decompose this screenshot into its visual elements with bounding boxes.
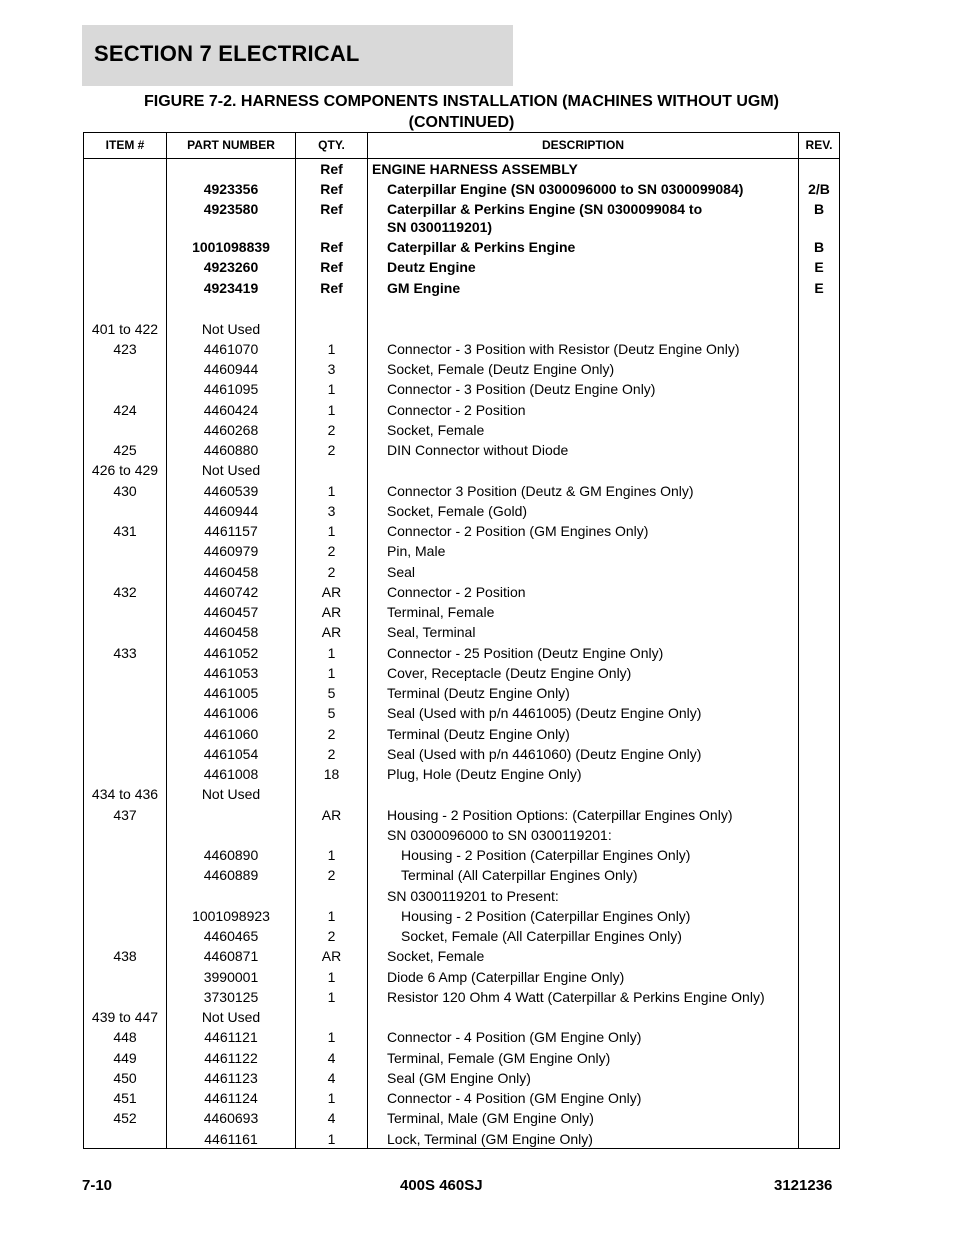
table-row bbox=[84, 724, 839, 744]
part-number-cell: 4461070 bbox=[203, 340, 259, 357]
qty-cell: 1 bbox=[327, 523, 336, 539]
description-cell: Caterpillar & Perkins Engine bbox=[387, 239, 576, 255]
table-row bbox=[84, 179, 839, 199]
part-number-cell: 4460880 bbox=[203, 442, 259, 458]
description-cell: Connector - 2 Position (GM Engines Only) bbox=[387, 523, 649, 539]
qty-cell: AR bbox=[321, 948, 342, 965]
description-cell: Socket, Female (All Caterpillar Engines Only) bbox=[401, 928, 682, 944]
table-row bbox=[84, 562, 839, 582]
item-cell: 426 to 429 bbox=[91, 462, 159, 479]
qty-cell: 2 bbox=[327, 563, 336, 580]
qty-cell: Ref bbox=[320, 161, 343, 177]
table-row bbox=[84, 541, 839, 561]
qty-cell: 1 bbox=[327, 847, 336, 863]
description-cell: GM Engine bbox=[387, 279, 461, 296]
description-cell: Terminal (Deutz Engine Only) bbox=[387, 725, 570, 742]
qty-cell: AR bbox=[321, 806, 342, 823]
part-number-cell: Not Used bbox=[201, 786, 261, 803]
qty-cell: 2 bbox=[327, 442, 336, 458]
part-number-cell: 4460465 bbox=[203, 928, 259, 944]
item-cell: 434 to 436 bbox=[91, 786, 159, 803]
part-number-cell: 4461052 bbox=[203, 644, 259, 661]
description-cell: Seal (Used with p/n 4461005) (Deutz Engine Only) bbox=[387, 705, 702, 722]
figure-title-line1: FIGURE 7-2. HARNESS COMPONENTS INSTALLATION (MACHINES WITHOUT UGM) bbox=[144, 93, 779, 110]
part-number-cell: 1001098839 bbox=[192, 239, 270, 255]
part-number-cell: 4461095 bbox=[203, 381, 259, 398]
table-row bbox=[84, 237, 839, 257]
section-title: SECTION 7 ELECTRICAL bbox=[94, 41, 360, 66]
description-cell: Caterpillar & Perkins Engine (SN 0300099084 to bbox=[387, 201, 703, 217]
table-row bbox=[84, 784, 839, 804]
rev-cell: B bbox=[813, 239, 825, 255]
table-row bbox=[84, 926, 839, 946]
qty-cell: 1 bbox=[327, 968, 336, 985]
part-number-cell: 4460424 bbox=[203, 401, 259, 418]
part-number-cell: Not Used bbox=[201, 1009, 261, 1025]
table-row bbox=[84, 703, 839, 723]
description-cell: Socket, Female bbox=[387, 421, 485, 438]
description-cell: Pin, Male bbox=[387, 543, 446, 560]
item-cell: 439 to 447 bbox=[91, 1009, 159, 1025]
qty-cell: 2 bbox=[327, 867, 336, 884]
part-number-cell: 4460458 bbox=[203, 624, 259, 641]
table-row bbox=[84, 1068, 839, 1088]
qty-cell: 1 bbox=[327, 988, 336, 1005]
description-cell: Connector - 3 Position (Deutz Engine Only) bbox=[387, 381, 656, 398]
qty-cell: 2 bbox=[327, 745, 336, 762]
table-row bbox=[84, 521, 839, 541]
table-row bbox=[84, 683, 839, 703]
description-cell: Terminal (Deutz Engine Only) bbox=[387, 685, 570, 701]
part-number-cell: 4460693 bbox=[203, 1110, 259, 1127]
qty-cell: Ref bbox=[320, 181, 343, 197]
part-number-cell: 4460944 bbox=[203, 502, 259, 519]
table-row bbox=[84, 440, 839, 460]
description-cell: Terminal, Female bbox=[387, 604, 495, 620]
qty-cell: 2 bbox=[327, 421, 336, 438]
item-cell: 430 bbox=[113, 482, 137, 499]
item-cell: 450 bbox=[113, 1069, 137, 1086]
description-cell: Plug, Hole (Deutz Engine Only) bbox=[387, 766, 582, 782]
column-header-qty: QTY. bbox=[318, 138, 345, 152]
qty-cell: 5 bbox=[327, 685, 336, 701]
column-header-part-number: PART NUMBER bbox=[187, 138, 275, 152]
part-number-cell: 4461054 bbox=[203, 745, 259, 762]
part-number-cell: 4461005 bbox=[203, 685, 259, 701]
part-number-cell: 4461123 bbox=[204, 1069, 258, 1086]
part-number-cell: 4461121 bbox=[204, 1029, 258, 1046]
qty-cell: AR bbox=[321, 624, 342, 641]
table-row bbox=[84, 481, 839, 501]
description-cell: Diode 6 Amp (Caterpillar Engine Only) bbox=[387, 968, 625, 985]
table-row bbox=[84, 501, 839, 521]
qty-cell: 1 bbox=[327, 1130, 336, 1147]
part-number-cell: 4460539 bbox=[203, 482, 259, 499]
column-header-item: ITEM # bbox=[105, 138, 145, 152]
qty-cell: 1 bbox=[327, 907, 336, 924]
table-row bbox=[84, 643, 839, 663]
rev-cell: E bbox=[814, 259, 824, 276]
table-row bbox=[84, 319, 839, 339]
item-cell: 451 bbox=[113, 1090, 137, 1106]
description-cell: Connector - 25 Position (Deutz Engine Only) bbox=[387, 644, 664, 661]
part-number-cell: Not Used bbox=[201, 462, 261, 479]
qty-cell: 1 bbox=[327, 1029, 336, 1046]
part-number-cell: 4461161 bbox=[204, 1130, 258, 1147]
description-cell: Connector - 4 Position (GM Engine Only) bbox=[387, 1029, 642, 1046]
item-cell: 425 bbox=[113, 442, 137, 458]
item-cell: 449 bbox=[113, 1049, 137, 1066]
part-number-cell: 4461157 bbox=[204, 523, 258, 539]
description-cell: Resistor 120 Ohm 4 Watt (Caterpillar & Perkins Engine Only) bbox=[387, 988, 765, 1005]
page-number: 7-10 bbox=[82, 1177, 113, 1194]
table-row bbox=[84, 1007, 839, 1027]
table-row bbox=[84, 1108, 839, 1128]
table-row bbox=[84, 159, 839, 179]
part-number-cell: 4460979 bbox=[203, 543, 259, 560]
qty-cell: 5 bbox=[327, 705, 336, 722]
rev-cell: E bbox=[814, 279, 824, 296]
part-number-cell: 4461122 bbox=[204, 1049, 258, 1066]
table-row bbox=[84, 1027, 839, 1047]
item-cell: 437 bbox=[113, 806, 137, 823]
table-row bbox=[84, 967, 839, 987]
part-number-cell: 4461006 bbox=[203, 705, 259, 722]
qty-cell: Ref bbox=[320, 279, 343, 296]
qty-cell: 1 bbox=[327, 664, 336, 681]
description-cell: Seal bbox=[387, 563, 416, 580]
table-row bbox=[84, 622, 839, 642]
qty-cell: 3 bbox=[327, 361, 336, 377]
qty-cell: 1 bbox=[327, 340, 336, 357]
figure-title bbox=[82, 91, 841, 133]
part-number-cell: 4460889 bbox=[203, 867, 259, 884]
table-row bbox=[84, 217, 839, 237]
qty-cell: 2 bbox=[327, 928, 336, 944]
qty-cell: 18 bbox=[323, 766, 340, 782]
description-cell: Lock, Terminal (GM Engine Only) bbox=[387, 1130, 593, 1147]
part-number-cell: 4460457 bbox=[203, 604, 259, 620]
qty-cell: AR bbox=[321, 604, 342, 620]
item-cell: 424 bbox=[113, 401, 137, 418]
table-row bbox=[84, 805, 839, 825]
part-number-cell: 4923419 bbox=[203, 279, 259, 296]
description-cell: Socket, Female bbox=[387, 948, 485, 965]
description-cell: Connector - 3 Position with Resistor (Deutz Engine Only) bbox=[387, 340, 740, 357]
table-row bbox=[84, 1088, 839, 1108]
qty-cell: 1 bbox=[327, 1090, 336, 1106]
item-cell: 433 bbox=[113, 644, 137, 661]
table-row bbox=[84, 460, 839, 480]
description-cell: Deutz Engine bbox=[387, 259, 476, 276]
part-number-cell: 4461124 bbox=[204, 1090, 258, 1106]
parts-table bbox=[83, 132, 840, 1149]
description-cell: Cover, Receptacle (Deutz Engine Only) bbox=[387, 664, 632, 681]
description-cell: Caterpillar Engine (SN 0300096000 to SN 0300099084) bbox=[387, 181, 744, 197]
qty-cell: 4 bbox=[327, 1069, 336, 1086]
description-cell: Seal, Terminal bbox=[387, 624, 476, 641]
qty-cell: Ref bbox=[320, 239, 343, 255]
table-row bbox=[84, 886, 839, 906]
description-cell: Housing - 2 Position Options: (Caterpillar Engines Only) bbox=[387, 806, 733, 823]
qty-cell: 2 bbox=[327, 543, 336, 560]
table-row bbox=[84, 764, 839, 784]
item-cell: 448 bbox=[113, 1029, 137, 1046]
part-number-cell: 4461008 bbox=[203, 766, 259, 782]
description-cell: Connector - 4 Position (GM Engine Only) bbox=[387, 1090, 642, 1106]
table-row bbox=[84, 420, 839, 440]
qty-cell: 2 bbox=[327, 725, 336, 742]
item-cell: 432 bbox=[113, 583, 137, 600]
item-cell: 452 bbox=[113, 1110, 137, 1127]
description-cell: SN 0300119201 to Present: bbox=[387, 887, 559, 904]
description-cell: SN 0300119201) bbox=[387, 219, 493, 235]
table-row bbox=[84, 257, 839, 277]
column-header-rev: REV. bbox=[805, 138, 833, 152]
description-cell: ENGINE HARNESS ASSEMBLY bbox=[372, 161, 578, 177]
table-row bbox=[84, 906, 839, 926]
part-number-cell: 4460944 bbox=[203, 361, 259, 377]
qty-cell: 1 bbox=[327, 644, 336, 661]
description-cell: Seal (Used with p/n 4461060) (Deutz Engine Only) bbox=[387, 745, 702, 762]
description-cell: Connector - 2 Position bbox=[387, 583, 526, 600]
table-row bbox=[84, 825, 839, 845]
model-number: 400S 460SJ bbox=[400, 1177, 483, 1194]
qty-cell: 1 bbox=[327, 482, 336, 499]
table-row bbox=[84, 359, 839, 379]
qty-cell: 1 bbox=[327, 381, 336, 398]
item-cell: 431 bbox=[113, 523, 137, 539]
table-row bbox=[84, 602, 839, 622]
description-cell: Terminal (All Caterpillar Engines Only) bbox=[401, 867, 638, 884]
item-cell: 401 to 422 bbox=[91, 320, 159, 337]
table-row bbox=[84, 400, 839, 420]
qty-cell: 1 bbox=[327, 401, 336, 418]
table-row bbox=[84, 1048, 839, 1068]
description-cell: Terminal, Male (GM Engine Only) bbox=[387, 1110, 594, 1127]
table-row bbox=[84, 946, 839, 966]
description-cell: DIN Connector without Diode bbox=[387, 442, 569, 458]
table-row bbox=[84, 845, 839, 865]
part-number-cell: 4460871 bbox=[203, 948, 259, 965]
qty-cell: Ref bbox=[320, 201, 343, 217]
part-number-cell: 4461060 bbox=[203, 725, 259, 742]
qty-cell: 4 bbox=[327, 1049, 336, 1066]
qty-cell: 4 bbox=[327, 1110, 336, 1127]
part-number-cell: 1001098923 bbox=[192, 907, 270, 924]
description-cell: Socket, Female (Gold) bbox=[387, 502, 528, 519]
table-row bbox=[84, 663, 839, 683]
description-cell: Housing - 2 Position (Caterpillar Engines Only) bbox=[401, 907, 691, 924]
table-row bbox=[84, 865, 839, 885]
item-cell: 423 bbox=[113, 340, 137, 357]
qty-cell: Ref bbox=[320, 259, 343, 276]
part-number-cell: 4461053 bbox=[203, 664, 259, 681]
description-cell: Seal (GM Engine Only) bbox=[387, 1069, 531, 1086]
item-cell: 438 bbox=[113, 948, 137, 965]
document-number: 3121236 bbox=[774, 1177, 833, 1194]
part-number-cell: 4923260 bbox=[203, 259, 259, 276]
part-number-cell: 4460742 bbox=[203, 583, 259, 600]
table-row bbox=[84, 1129, 839, 1149]
figure-title-line2: (CONTINUED) bbox=[408, 114, 515, 131]
part-number-cell: 4460458 bbox=[203, 563, 259, 580]
table-row bbox=[84, 339, 839, 359]
table-row bbox=[84, 199, 839, 219]
part-number-cell: 4460890 bbox=[203, 847, 259, 863]
description-cell: Connector 3 Position (Deutz & GM Engines Only) bbox=[387, 482, 694, 499]
description-cell: Housing - 2 Position (Caterpillar Engines Only) bbox=[401, 847, 691, 863]
table-row bbox=[84, 744, 839, 764]
rev-cell: 2/B bbox=[808, 181, 830, 197]
rev-cell: B bbox=[813, 201, 825, 217]
table-row bbox=[84, 278, 839, 298]
description-cell: Socket, Female (Deutz Engine Only) bbox=[387, 361, 615, 377]
description-cell: Connector - 2 Position bbox=[387, 401, 526, 418]
part-number-cell: 4923580 bbox=[203, 201, 259, 217]
column-header-description: DESCRIPTION bbox=[541, 138, 624, 152]
description-cell: SN 0300096000 to SN 0300119201: bbox=[387, 826, 612, 843]
part-number-cell: 4460268 bbox=[203, 421, 259, 438]
qty-cell: 3 bbox=[327, 502, 336, 519]
qty-cell: AR bbox=[321, 583, 342, 600]
table-row bbox=[84, 987, 839, 1007]
part-number-cell: 3990001 bbox=[203, 968, 259, 985]
part-number-cell: 4923356 bbox=[203, 181, 259, 197]
table-row bbox=[84, 379, 839, 399]
table-row bbox=[84, 582, 839, 602]
part-number-cell: 3730125 bbox=[203, 988, 259, 1005]
description-cell: Terminal, Female (GM Engine Only) bbox=[387, 1049, 611, 1066]
part-number-cell: Not Used bbox=[201, 320, 261, 337]
